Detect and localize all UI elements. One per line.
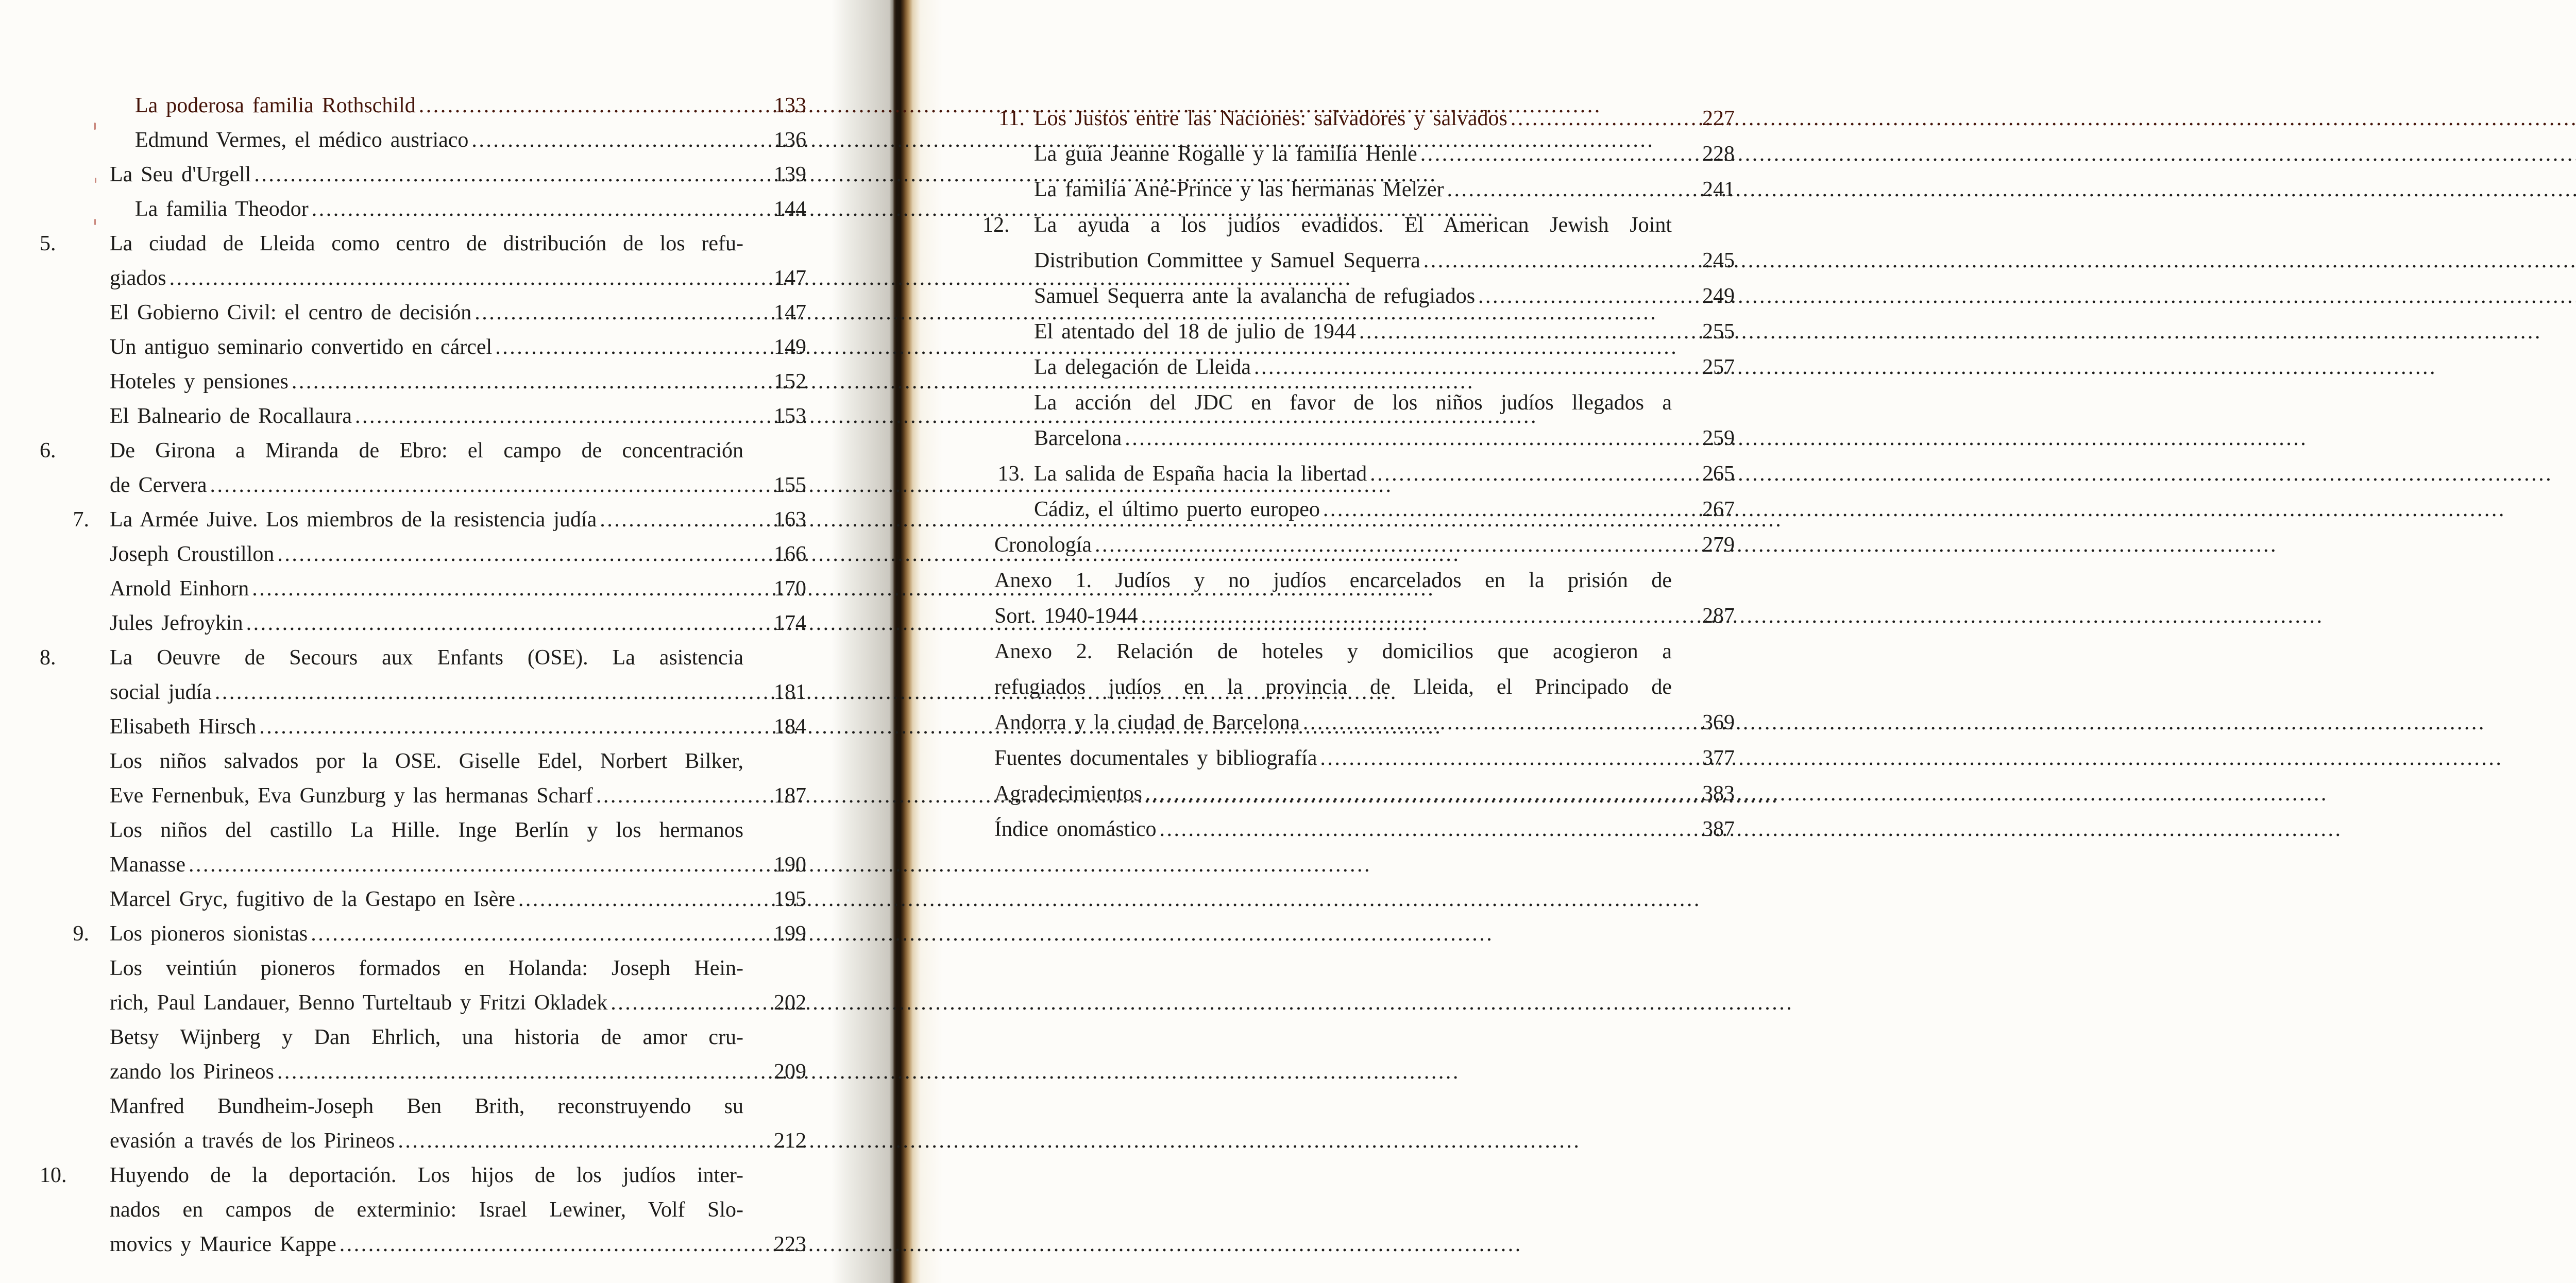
dot-leader bbox=[471, 296, 743, 330]
entry-text: Agradecimientos bbox=[994, 782, 1142, 806]
toc-entry bbox=[994, 527, 1735, 563]
toc-wrap-line bbox=[1034, 385, 1735, 421]
toc-wrap-line bbox=[110, 1089, 806, 1124]
entry-text: Fuentes documentales y bibliografía bbox=[994, 746, 1317, 770]
entry-text: Anexo 1. Judíos y no judíos encarcelados en la prisión de bbox=[994, 569, 1672, 592]
toc-entry bbox=[110, 1227, 806, 1262]
left-page-toc bbox=[40, 89, 806, 1262]
page-number: 259 bbox=[1702, 426, 1735, 450]
dot-leader bbox=[492, 330, 743, 365]
dot-leader bbox=[207, 468, 743, 503]
toc-wrap-line bbox=[110, 1193, 806, 1227]
toc-entry bbox=[1034, 492, 1735, 527]
page-number: 245 bbox=[1702, 249, 1735, 272]
page-number: 249 bbox=[1702, 284, 1735, 308]
toc-wrap-line bbox=[982, 208, 1735, 243]
dot-leader bbox=[607, 986, 743, 1020]
page-number: 184 bbox=[774, 715, 806, 739]
toc-entry bbox=[110, 123, 806, 158]
page-number: 212 bbox=[774, 1129, 806, 1153]
entry-text: Un antiguo seminario convertido en cárcel bbox=[110, 335, 493, 359]
entry-text: La Armée Juive. Los miembros de la resistencia judía bbox=[110, 508, 597, 532]
page-number: 279 bbox=[1702, 533, 1735, 557]
entry-text: Edmund Vermes, el médico austriaco bbox=[135, 128, 469, 152]
entry-text: Sort. 1940-1944 bbox=[994, 604, 1138, 628]
chapter-number: 5. bbox=[40, 232, 56, 255]
chapter-number: 10. bbox=[40, 1164, 67, 1187]
entry-text: Los niños del castillo La Hille. Inge Berlín y los hermanos bbox=[110, 818, 743, 842]
entry-text: movics y Maurice Kappe bbox=[110, 1233, 336, 1256]
chapter-number: 8. bbox=[40, 646, 56, 670]
page-number: 181 bbox=[774, 680, 806, 704]
dot-leader bbox=[1444, 172, 1672, 208]
page-number: 136 bbox=[774, 128, 806, 152]
toc-entry bbox=[997, 456, 1735, 492]
page-number: 387 bbox=[1702, 817, 1735, 841]
entry-text: Marcel Gryc, fugitivo de la Gestapo en Isère bbox=[110, 887, 515, 911]
dot-leader bbox=[1138, 598, 1672, 634]
toc-entry bbox=[110, 468, 806, 503]
toc-wrap-line bbox=[40, 434, 806, 468]
toc-wrap-line bbox=[994, 563, 1735, 598]
entry-text: La Oeuvre de Secours aux Enfants (OSE). La asistencia bbox=[110, 646, 743, 670]
dot-leader bbox=[1092, 527, 1672, 563]
page-number: 287 bbox=[1702, 604, 1735, 628]
entry-text: Andorra y la ciudad de Barcelona bbox=[994, 711, 1300, 734]
dot-leader bbox=[274, 537, 743, 572]
page-number: 155 bbox=[774, 473, 806, 497]
page-number: 170 bbox=[774, 577, 806, 601]
toc-wrap-line bbox=[110, 1020, 806, 1055]
page-number: 241 bbox=[1702, 178, 1735, 201]
toc-entry bbox=[110, 710, 806, 744]
dot-leader bbox=[468, 123, 743, 158]
dot-leader bbox=[308, 917, 743, 951]
dot-leader bbox=[1142, 776, 1672, 812]
entry-text: Los niños salvados por la OSE. Giselle Edel, Norbert Bilker, bbox=[110, 749, 743, 773]
entry-text: Los veintiún pioneros formados en Holanda: Joseph Hein- bbox=[110, 956, 743, 980]
dot-leader bbox=[212, 675, 743, 710]
entry-text: Joseph Croustillon bbox=[110, 542, 275, 566]
toc-entry bbox=[73, 917, 806, 951]
toc-entry bbox=[110, 606, 806, 641]
page-number: 228 bbox=[1702, 142, 1735, 166]
scan-speck bbox=[95, 178, 96, 183]
toc-entry bbox=[1034, 136, 1735, 172]
toc-entry bbox=[110, 986, 806, 1020]
toc-wrap-line bbox=[110, 813, 806, 848]
page-number: 190 bbox=[774, 853, 806, 877]
page-number: 267 bbox=[1702, 498, 1735, 521]
toc-wrap-line bbox=[994, 670, 1735, 705]
page-number: 144 bbox=[774, 197, 806, 221]
scan-speck bbox=[94, 123, 96, 130]
toc-entry bbox=[1034, 279, 1735, 314]
toc-entry bbox=[994, 598, 1735, 634]
entry-text: giados bbox=[110, 266, 166, 290]
dot-leader bbox=[289, 365, 743, 399]
entry-text: El Balneario de Rocallaura bbox=[110, 404, 352, 428]
toc-entry bbox=[110, 261, 806, 296]
chapter-number: 7. bbox=[73, 508, 89, 532]
entry-text: Manasse bbox=[110, 853, 185, 877]
entry-text: Betsy Wijnberg y Dan Ehrlich, una historia de amor cru- bbox=[110, 1025, 743, 1049]
toc-entry bbox=[1034, 172, 1735, 208]
toc-entry bbox=[994, 812, 1735, 847]
toc-wrap-line bbox=[110, 951, 806, 986]
dot-leader bbox=[1157, 812, 1672, 847]
page-number: 163 bbox=[774, 508, 806, 532]
entry-text: evasión a través de los Pirineos bbox=[110, 1129, 395, 1153]
toc-entry bbox=[110, 848, 806, 882]
chapter-number: 13. bbox=[997, 462, 1025, 486]
entry-text: La guía Jeanne Rogalle y la familia Henle bbox=[1034, 142, 1417, 166]
page-number: 147 bbox=[774, 301, 806, 324]
dot-leader bbox=[166, 261, 743, 296]
entry-text: Cronología bbox=[994, 533, 1092, 557]
entry-text: Eve Fernenbuk, Eva Gunzburg y las hermanas Scharf bbox=[110, 784, 593, 808]
entry-text: Distribution Committee y Samuel Sequerra bbox=[1034, 249, 1420, 272]
entry-text: La delegación de Lleida bbox=[1034, 355, 1251, 379]
entry-text: Barcelona bbox=[1034, 426, 1122, 450]
toc-entry bbox=[110, 296, 806, 330]
toc-entry bbox=[110, 365, 806, 399]
entry-text: refugiados judíos en la provincia de Lleida, el Principado de bbox=[994, 675, 1672, 699]
dot-leader bbox=[1475, 279, 1672, 314]
page-number: 147 bbox=[774, 266, 806, 290]
page-number: 199 bbox=[774, 922, 806, 946]
entry-text: La Seu d'Urgell bbox=[110, 163, 251, 186]
entry-text: zando los Pirineos bbox=[110, 1060, 274, 1084]
entry-text: Elisabeth Hirsch bbox=[110, 715, 257, 739]
page-number: 187 bbox=[774, 784, 806, 808]
toc-entry bbox=[110, 537, 806, 572]
page-number: 377 bbox=[1702, 746, 1735, 770]
dot-leader bbox=[336, 1227, 743, 1262]
toc-wrap-line bbox=[994, 634, 1735, 670]
toc-entry bbox=[110, 779, 806, 813]
entry-text: Cádiz, el último puerto europeo bbox=[1034, 498, 1320, 521]
dot-leader bbox=[352, 399, 743, 434]
toc-wrap-line bbox=[110, 744, 806, 779]
entry-text: Manfred Bundheim-Joseph Ben Brith, reconstruyendo su bbox=[110, 1094, 743, 1118]
entry-text: El Gobierno Civil: el centro de decisión bbox=[110, 301, 472, 324]
entry-text: Huyendo de la deportación. Los hijos de los judíos inter- bbox=[110, 1164, 743, 1187]
entry-text: de Cervera bbox=[110, 473, 207, 497]
toc-entry bbox=[110, 675, 806, 710]
page-number: 166 bbox=[774, 542, 806, 566]
toc-entry bbox=[110, 882, 806, 917]
dot-leader bbox=[1122, 421, 1672, 456]
dot-leader bbox=[597, 503, 743, 537]
page-number: 174 bbox=[774, 611, 806, 635]
entry-text: La salida de España hacia la libertad bbox=[1034, 462, 1367, 486]
page-number: 265 bbox=[1702, 462, 1735, 486]
page-number: 257 bbox=[1702, 355, 1735, 379]
dot-leader bbox=[1317, 741, 1672, 776]
entry-text: Índice onomástico bbox=[994, 817, 1157, 841]
entry-text: Anexo 2. Relación de hoteles y domicilios que acogieron a bbox=[994, 640, 1672, 663]
toc-entry bbox=[994, 776, 1735, 812]
entry-text: nados en campos de exterminio: Israel Lewiner, Volf Slo- bbox=[110, 1198, 743, 1222]
entry-text: Jules Jefroykin bbox=[110, 611, 243, 635]
dot-leader bbox=[249, 572, 743, 606]
dot-leader bbox=[1367, 456, 1672, 492]
toc-entry bbox=[1034, 350, 1735, 385]
page-number: 255 bbox=[1702, 320, 1735, 344]
entry-text: Hoteles y pensiones bbox=[110, 370, 289, 394]
page-number: 195 bbox=[774, 887, 806, 911]
dot-leader bbox=[416, 89, 743, 123]
dot-leader bbox=[593, 779, 743, 813]
toc-entry bbox=[110, 399, 806, 434]
page-number: 227 bbox=[1702, 107, 1735, 130]
page-number: 149 bbox=[774, 335, 806, 359]
dot-leader bbox=[1251, 350, 1672, 385]
dot-leader bbox=[1356, 314, 1672, 350]
page-number: 369 bbox=[1702, 711, 1735, 734]
toc-wrap-line bbox=[40, 227, 806, 261]
toc-entry bbox=[110, 1055, 806, 1089]
toc-entry bbox=[1034, 314, 1735, 350]
page-number: 133 bbox=[774, 94, 806, 117]
dot-leader bbox=[1507, 101, 1672, 136]
toc-entry bbox=[994, 705, 1735, 741]
dot-leader bbox=[256, 710, 743, 744]
page-number: 209 bbox=[774, 1060, 806, 1084]
toc-entry bbox=[110, 192, 806, 227]
dot-leader bbox=[395, 1124, 743, 1158]
dot-leader bbox=[1417, 136, 1672, 172]
entry-text: De Girona a Miranda de Ebro: el campo de concentración bbox=[110, 439, 743, 463]
toc-entry bbox=[998, 101, 1735, 136]
entry-text: social judía bbox=[110, 680, 212, 704]
entry-text: Arnold Einhorn bbox=[110, 577, 249, 601]
dot-leader bbox=[1300, 705, 1672, 741]
toc-wrap-line bbox=[40, 1158, 806, 1193]
entry-text: La familia Ané-Prince y las hermanas Melzer bbox=[1034, 178, 1444, 201]
toc-entry bbox=[994, 741, 1735, 776]
entry-text: Samuel Sequerra ante la avalancha de refugiados bbox=[1034, 284, 1476, 308]
page-number: 153 bbox=[774, 404, 806, 428]
dot-leader bbox=[243, 606, 743, 641]
toc-wrap-line bbox=[40, 641, 806, 675]
page-number: 202 bbox=[774, 991, 806, 1015]
page-number: 139 bbox=[774, 163, 806, 186]
toc-entry bbox=[110, 89, 806, 123]
entry-text: El atentado del 18 de julio de 1944 bbox=[1034, 320, 1356, 344]
chapter-number: 9. bbox=[73, 922, 89, 946]
entry-text: La familia Theodor bbox=[135, 197, 309, 221]
dot-leader bbox=[274, 1055, 743, 1089]
chapter-number: 11. bbox=[998, 107, 1025, 130]
entry-text: rich, Paul Landauer, Benno Turteltaub y Fritzi Okladek bbox=[110, 991, 608, 1015]
dot-leader bbox=[309, 192, 743, 227]
entry-text: La ayuda a los judíos evadidos. El American Jewish Joint bbox=[1034, 213, 1672, 237]
page-number: 152 bbox=[774, 370, 806, 394]
toc-entry bbox=[110, 158, 806, 192]
dot-leader bbox=[185, 848, 743, 882]
entry-text: La acción del JDC en favor de los niños judíos llegados a bbox=[1034, 391, 1672, 415]
entry-text: La ciudad de Lleida como centro de distribución de los refu- bbox=[110, 232, 743, 255]
page-number: 383 bbox=[1702, 782, 1735, 806]
page-number: 223 bbox=[774, 1233, 806, 1256]
toc-entry bbox=[73, 503, 806, 537]
dot-leader bbox=[251, 158, 743, 192]
chapter-number: 12. bbox=[982, 213, 1010, 237]
toc-entry bbox=[110, 330, 806, 365]
dot-leader bbox=[515, 882, 743, 917]
toc-entry bbox=[110, 572, 806, 606]
entry-text: Los pioneros sionistas bbox=[110, 922, 308, 946]
toc-entry bbox=[1034, 421, 1735, 456]
toc-entry bbox=[110, 1124, 806, 1158]
chapter-number: 6. bbox=[40, 439, 56, 463]
toc-entry bbox=[1034, 243, 1735, 279]
book-spine-gutter bbox=[832, 0, 943, 1283]
dot-leader bbox=[1320, 492, 1672, 527]
right-page-toc bbox=[982, 101, 1735, 847]
dot-leader bbox=[1420, 243, 1672, 279]
scan-speck bbox=[94, 219, 96, 225]
entry-text: La poderosa familia Rothschild bbox=[135, 94, 416, 117]
entry-text: Los Justos entre las Naciones: salvadores y salvados bbox=[1034, 107, 1507, 130]
